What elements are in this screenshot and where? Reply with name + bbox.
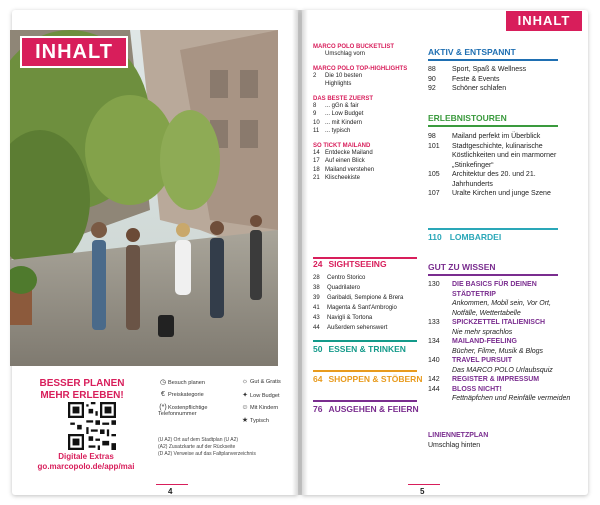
- typisch-icon: ★: [241, 417, 249, 424]
- toc-row[interactable]: Highlights: [325, 81, 352, 87]
- section-aktiv[interactable]: AKTIV & ENTSPANNT: [428, 47, 516, 57]
- mini-toc: [313, 44, 413, 183]
- section-lombardei[interactable]: 110 LOMBARDEI: [428, 232, 502, 242]
- digitale-extras-url[interactable]: go.marcopolo.de/app/mai: [37, 462, 135, 471]
- toc-row[interactable]: 8 ... gGn & fair: [313, 102, 359, 109]
- toc-row[interactable]: 17 Auf einen Blick: [313, 158, 365, 164]
- legend-note: (D A2) Verweise auf das Faltplanverzeichnis: [158, 451, 256, 457]
- toc-row[interactable]: 107 Uralte Kirchen und junge Szene: [428, 190, 551, 197]
- qr-code[interactable]: [68, 402, 116, 450]
- ausgehen-rule: [313, 400, 417, 402]
- section-gut-zu-wissen[interactable]: GUT ZU WISSEN: [428, 262, 496, 272]
- aktiv-list: [428, 65, 578, 94]
- toc-row[interactable]: 9 ... Low Budget: [313, 111, 364, 117]
- besser-planen-title: [22, 378, 142, 402]
- toc-row[interactable]: 28 Centro Storico: [313, 275, 366, 281]
- toc-row[interactable]: 11 ... typisch: [313, 128, 351, 134]
- legend-item: ◷ Besuch planen: [159, 379, 206, 386]
- inhalt-top-badge: INHALT: [506, 11, 582, 31]
- sun-icon: ☼: [241, 378, 249, 385]
- section-essen[interactable]: 50 ESSEN & TRINKEN: [313, 344, 406, 354]
- toc-row[interactable]: 39 Garibaldi, Sempione & Brera: [313, 295, 404, 301]
- toc-row[interactable]: 98 Mailand perfekt im Überblick: [428, 133, 541, 140]
- toc-row[interactable]: 88 Sport, Spaß & Wellness: [428, 66, 527, 73]
- toc-row[interactable]: 10 ... mit Kindern: [313, 119, 363, 126]
- section-shoppen[interactable]: 64 SHOPPEN & STÖBERN: [313, 374, 423, 384]
- page-number-left: 4: [168, 487, 173, 496]
- toc-header-highlights: MARCO POLO TOP-HIGHLIGHTS: [313, 65, 408, 72]
- legend-item: ★ Typisch: [241, 417, 269, 424]
- legend-note: (U A2) Ort auf dem Stadtplan (U A2): [158, 437, 239, 443]
- sightseeing-list: [313, 273, 423, 333]
- toc-row[interactable]: 14 Entdecke Mailand: [313, 149, 373, 156]
- section-sightseeing[interactable]: 24 SIGHTSEEING: [313, 259, 387, 269]
- toc-row[interactable]: 130 DIE BASICS FÜR DEINEN STÄDTETRIP Ankommen, Mobil sein, Vor Ort, Notfälle, Wettertabelle: [428, 281, 551, 317]
- toc-header-so-tickt: SO TICKT MAILAND: [313, 142, 371, 149]
- toc-row[interactable]: 18 Mailand verstehen: [313, 166, 375, 173]
- inhalt-badge: INHALT: [20, 36, 128, 68]
- toc-row[interactable]: 90 Feste & Events: [428, 75, 500, 83]
- toc-row[interactable]: 44 Außerdem sehenswert: [313, 325, 388, 331]
- legend-notes: [158, 437, 288, 458]
- toc-row[interactable]: 43 Navigli & Tortona: [313, 315, 373, 321]
- toc-row[interactable]: 101 Stadtgeschichte, kulinarische Köstlichkeiten und ein marmorner „Stinkefinger“: [428, 142, 557, 169]
- erlebnis-rule: [428, 125, 558, 127]
- besser-planen-line-1: BESSER PLANEN: [39, 378, 125, 389]
- legend-item: ✦ Low Budget: [240, 391, 280, 399]
- milan-street-photo: [10, 30, 278, 366]
- page-number-rule: [156, 484, 188, 485]
- euro-icon: €: [161, 391, 165, 398]
- toc-row[interactable]: 92 Schöner schlafen: [428, 85, 507, 92]
- toc-row[interactable]: 140 TRAVEL PURSUIT Das MARCO POLO Urlaubsquiz: [428, 357, 553, 374]
- toc-row[interactable]: 134 MAILAND-FEELING Bücher, Filme, Musik & Blogs: [428, 338, 544, 355]
- shoppen-rule: [313, 370, 417, 372]
- legend-note: (A2) Zusatzkarte auf der Rückseite: [158, 444, 236, 450]
- legend-item: ☺Mit Kindern: [241, 404, 279, 411]
- lombardei-rule: [428, 228, 558, 230]
- lowbudget-icon: ✦: [242, 392, 248, 399]
- gut-list: [428, 280, 578, 404]
- digitale-extras: [16, 452, 156, 472]
- linien-sub: Umschlag hinten: [428, 442, 481, 449]
- toc-row[interactable]: 142 REGISTER & IMPRESSUM: [428, 376, 540, 383]
- aktiv-rule: [428, 59, 558, 61]
- kids-icon: ☺: [241, 404, 249, 411]
- legend-item: (*)Kostenpflichtige Telefonnummer: [158, 404, 208, 417]
- legend-item: € Preiskategorie: [158, 391, 204, 398]
- section-erlebnis[interactable]: ERLEBNISTOUREN: [428, 113, 507, 123]
- toc-row[interactable]: 144 BLOSS NICHT! Fettnäpfchen und Reinfälle vermeiden: [428, 385, 571, 402]
- page-number-right: 5: [420, 487, 425, 496]
- toc-row[interactable]: 133 SPICKZETTEL ITALIENISCH Nie mehr sprachlos: [428, 319, 546, 336]
- phone-icon: (*): [159, 404, 167, 411]
- toc-row[interactable]: 41 Magenta & Sant'Ambrogio: [313, 305, 397, 311]
- legend-item: ☼ Gut & Gratis: [241, 378, 281, 385]
- toc-row[interactable]: Umschlag vorn: [325, 51, 366, 57]
- clock-icon: ◷: [159, 379, 167, 386]
- besser-planen-line-2: MEHR ERLEBEN!: [40, 390, 124, 401]
- page-number-rule: [408, 484, 440, 485]
- section-ausgehen[interactable]: 76 AUSGEHEN & FEIERN: [313, 404, 419, 414]
- essen-rule: [313, 340, 417, 342]
- toc-row[interactable]: 2 Die 10 besten: [313, 72, 363, 79]
- linien-header[interactable]: LINIENNETZPLAN: [428, 432, 489, 439]
- digitale-extras-label: Digitale Extras: [58, 452, 114, 461]
- toc-header-bucketlist: MARCO POLO BUCKETLIST: [313, 44, 394, 50]
- toc-row[interactable]: 38 Quadrilatero: [313, 285, 361, 291]
- toc-header-beste-zuerst: DAS BESTE ZUERST: [313, 95, 374, 102]
- gut-rule: [428, 274, 558, 276]
- toc-row[interactable]: 21 Klischeekiste: [313, 175, 361, 181]
- toc-row[interactable]: 105 Architektur des 20. und 21. Jahrhunderts: [428, 171, 536, 188]
- erlebnis-list: [428, 132, 578, 199]
